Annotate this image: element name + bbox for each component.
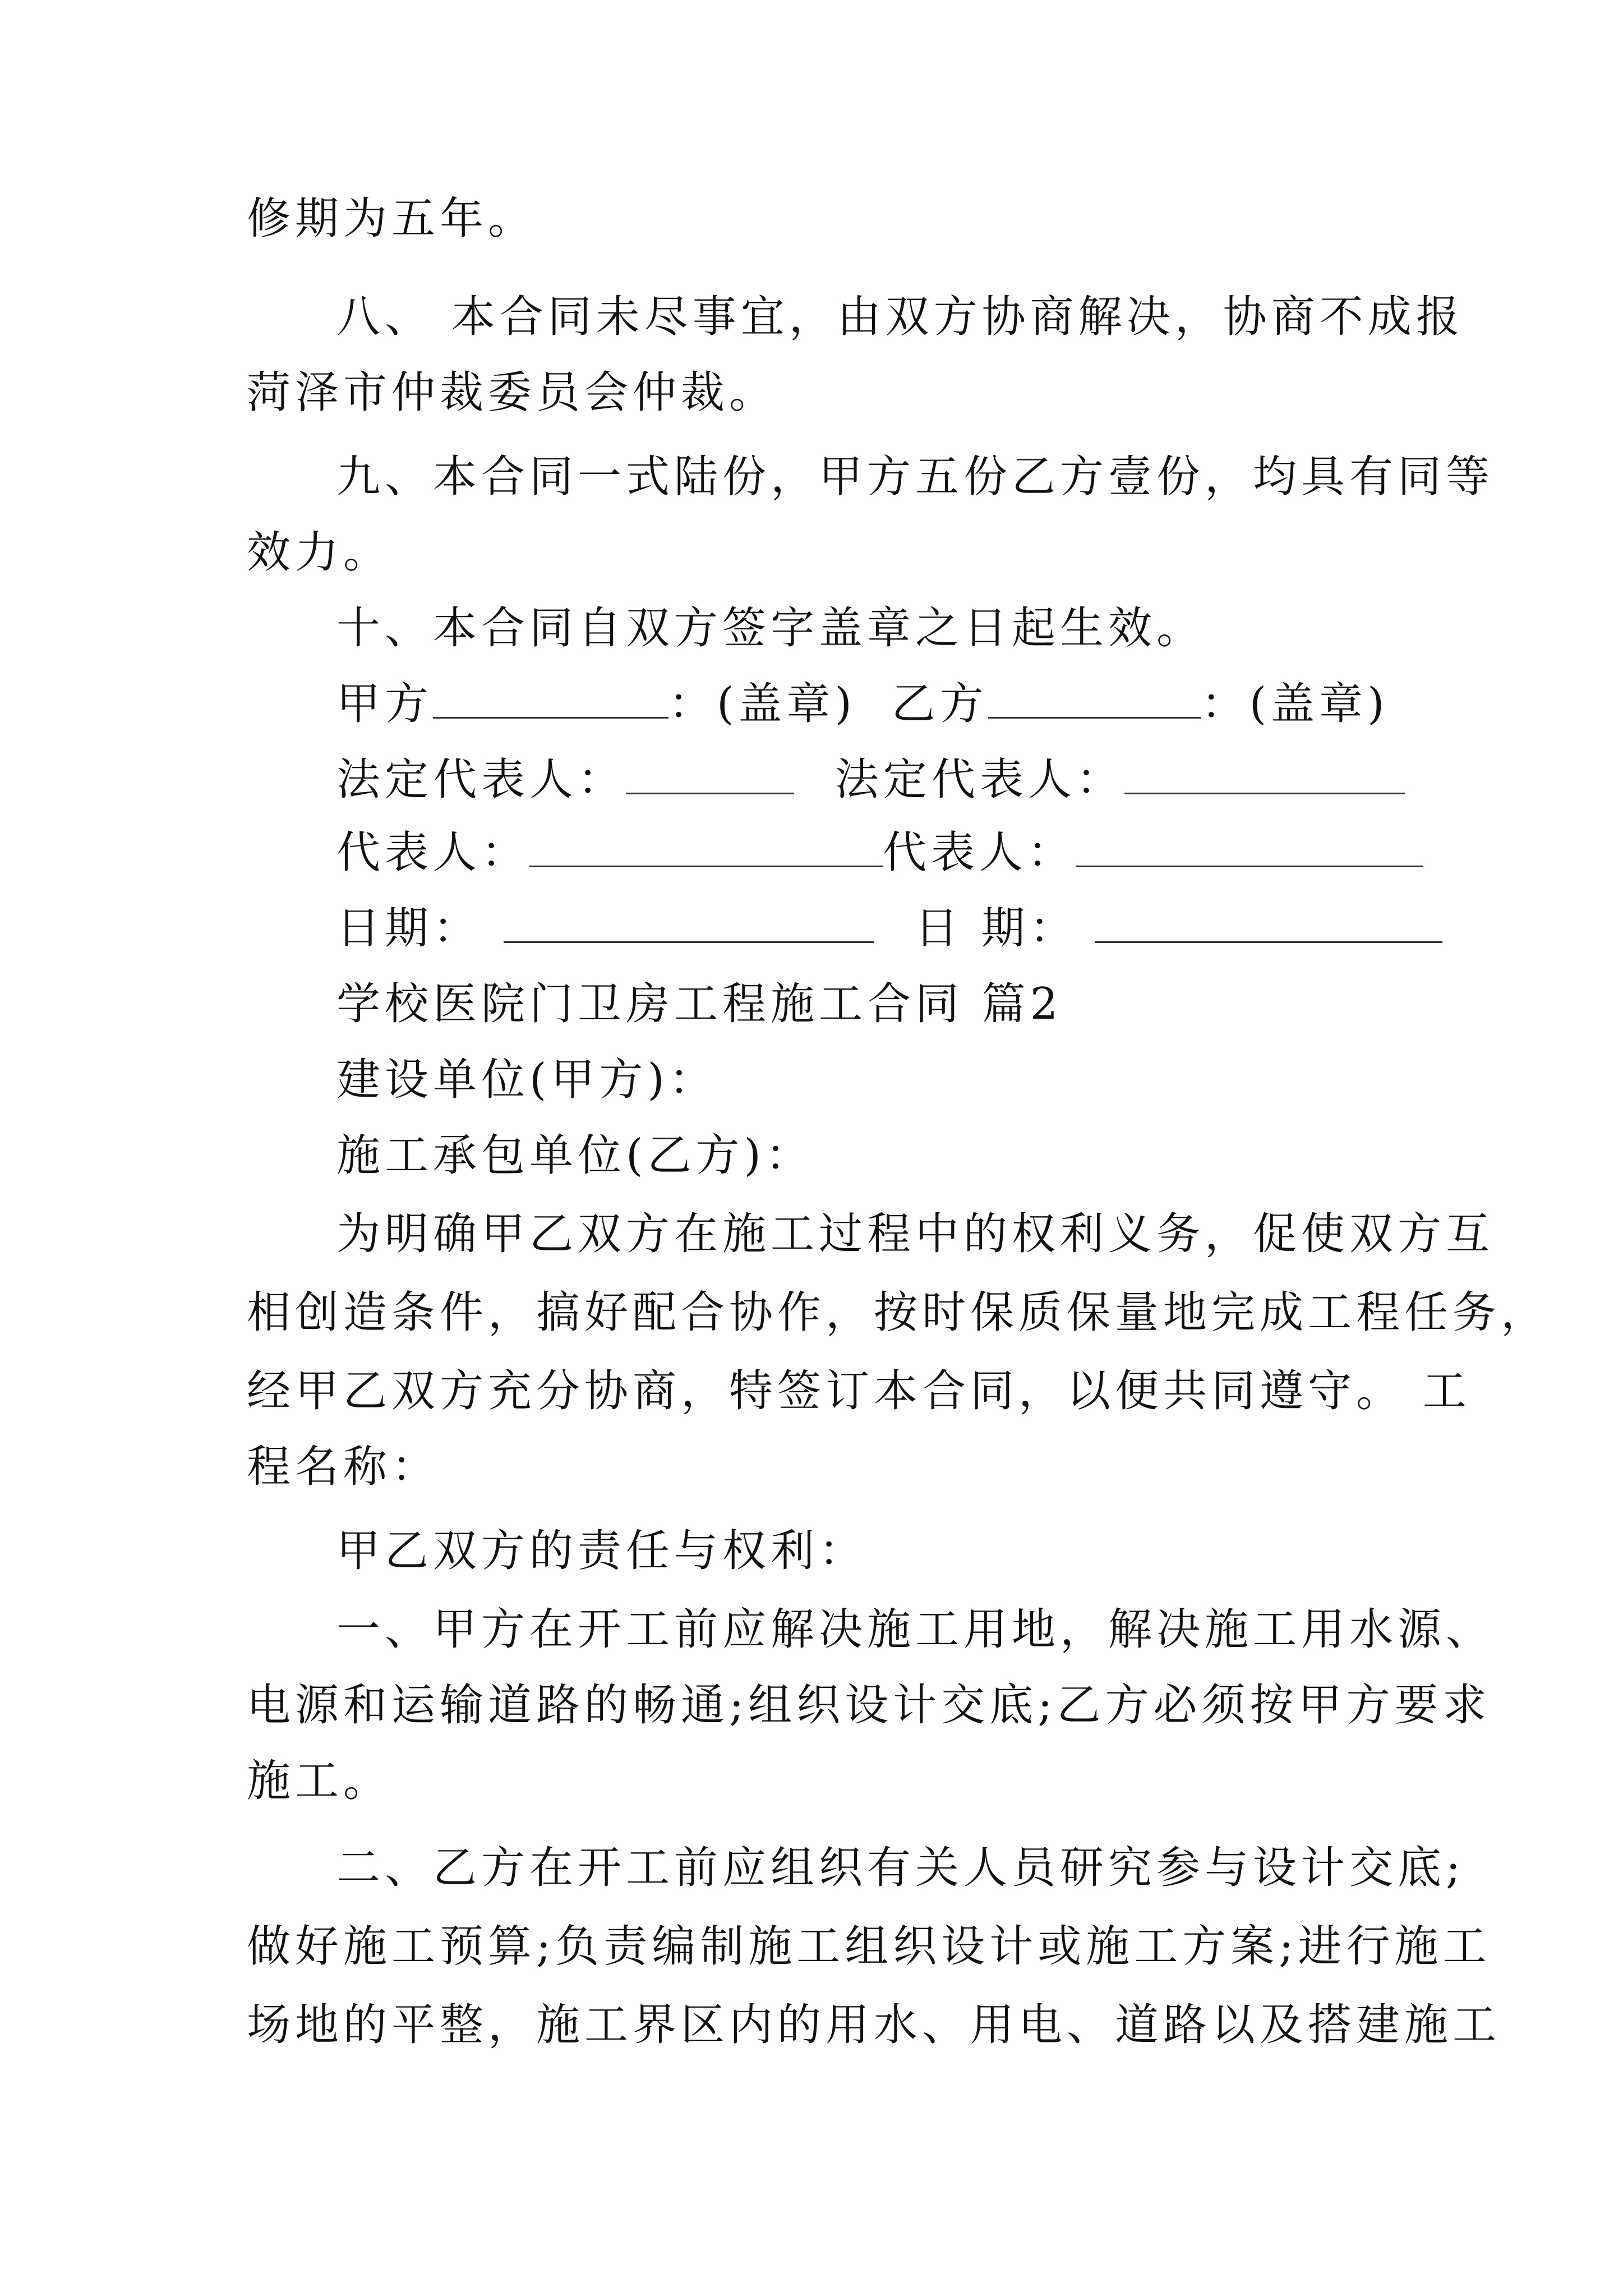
- date-b-blank: [1095, 902, 1442, 943]
- signature-row-legal-rep: [336, 752, 1405, 808]
- section-title: 学校医院门卫房工程施工合同 篇2: [336, 979, 1063, 1029]
- text-line: 效力。: [247, 527, 392, 578]
- date-a-label: 日期：: [336, 903, 482, 954]
- clause-8: 八、 本合同未尽事宜，由双方协商解决，协商不成报: [336, 292, 1464, 342]
- party-a-blank: [433, 678, 668, 719]
- rep-b-label: 代表人：: [883, 827, 1076, 878]
- party-b-blank: [988, 678, 1201, 719]
- text-line: 菏泽市仲裁委员会仲裁。: [247, 367, 778, 418]
- clause-1-line: 电源和运输道路的畅通;组织设计交底;乙方必须按甲方要求: [247, 1680, 1491, 1731]
- clause-2-line: 场地的平整，施工界区内的用水、用电、道路以及搭建施工: [247, 2000, 1501, 2050]
- signature-row-rep: [336, 825, 1423, 881]
- date-a-blank: [504, 902, 874, 943]
- rep-a-label: 代表人：: [336, 827, 530, 878]
- clause-1-line: 一、甲方在开工前应解决施工用地，解决施工用水源、: [336, 1604, 1495, 1655]
- clause-1-line: 施工。: [247, 1756, 392, 1806]
- intro-paragraph-line: 经甲乙双方充分协商，特签订本合同，以便共同遵守。 工: [247, 1366, 1471, 1416]
- intro-paragraph-line: 为明确甲乙双方在施工过程中的权利义务，促使双方互: [336, 1209, 1495, 1259]
- project-name-field: 程名称：: [247, 1442, 440, 1492]
- party-a-label: 甲方: [336, 679, 434, 729]
- intro-paragraph-line: 相创造条件，搞好配合协作，按时保质保量地完成工程任务，: [247, 1287, 1550, 1338]
- legal-rep-a-label: 法定代表人：: [336, 754, 626, 805]
- party-a-seal: ：(盖章): [668, 679, 856, 729]
- text-line: 修期为五年。: [247, 194, 537, 244]
- signature-row-parties: [336, 676, 1389, 732]
- clause-10: 十、本合同自双方签字盖章之日起生效。: [336, 603, 1205, 654]
- date-b-label: 日 期：: [914, 903, 1078, 954]
- construction-unit-field: 建设单位(甲方)：: [336, 1055, 717, 1105]
- rep-b-blank: [1076, 826, 1423, 867]
- clause-2-line: 二、乙方在开工前应组织有关人员研究参与设计交底;: [336, 1843, 1465, 1893]
- signature-row-date: [336, 900, 1442, 956]
- party-b-label: 乙方: [891, 679, 988, 729]
- legal-rep-b-label: 法定代表人：: [834, 754, 1124, 805]
- contractor-unit-field: 施工承包单位(乙方)：: [336, 1130, 814, 1181]
- responsibilities-heading: 甲乙双方的责任与权利：: [336, 1526, 868, 1576]
- legal-rep-b-blank: [1124, 753, 1405, 794]
- legal-rep-a-blank: [626, 753, 794, 794]
- party-b-seal: ：(盖章): [1201, 679, 1389, 729]
- rep-a-blank: [529, 826, 883, 867]
- clause-9: 九、本合同一式陆份，甲方五份乙方壹份，均具有同等: [336, 452, 1495, 502]
- clause-2-line: 做好施工预算;负责编制施工组织设计或施工方案;进行施工: [247, 1921, 1491, 1972]
